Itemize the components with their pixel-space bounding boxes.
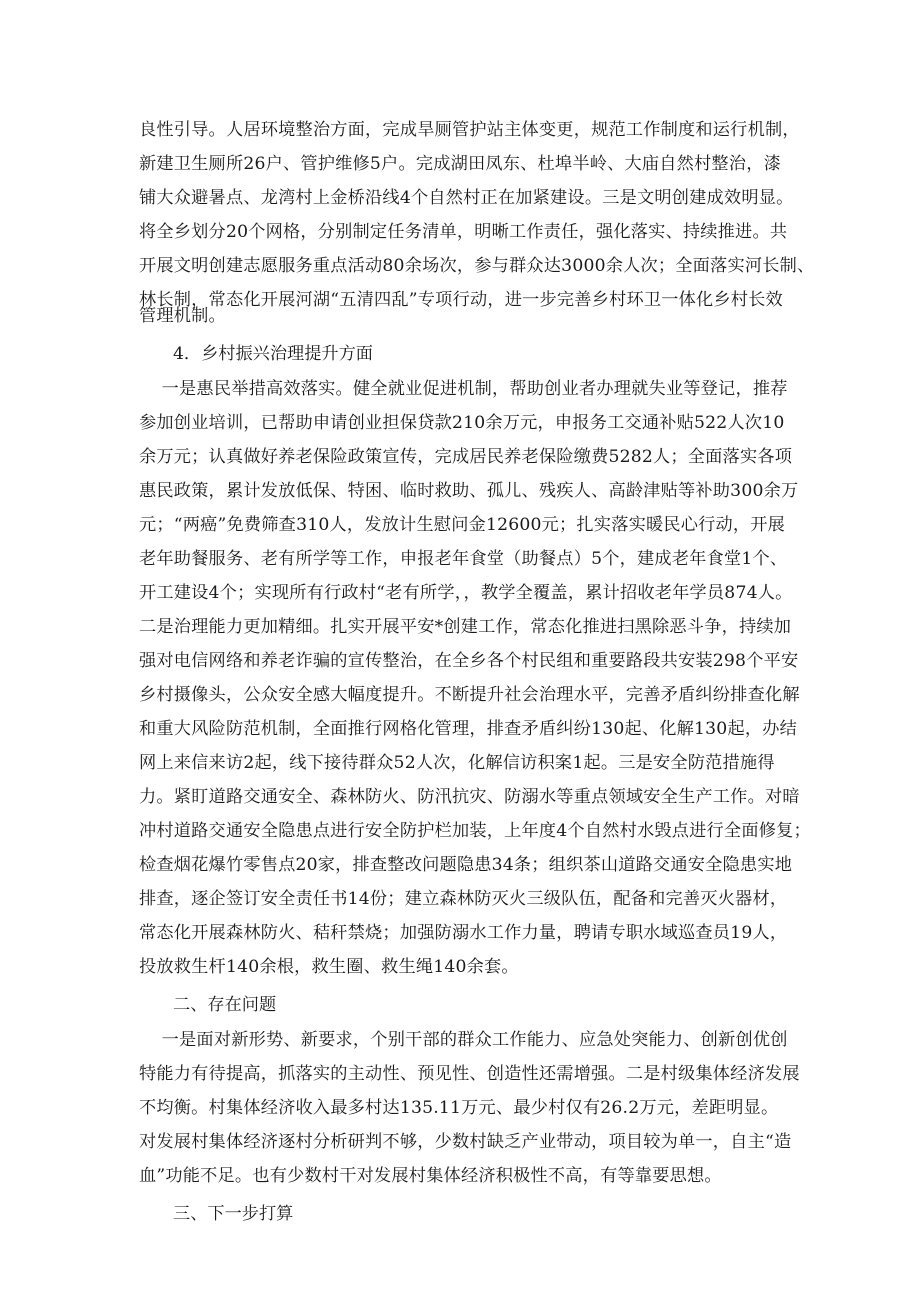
text-line: 排查，逐企签订安全责任书14份；建立森林防灭火三级队伍，配备和完善灭火器材， [139,889,788,909]
text-line: 参加创业培训，已帮助申请创业担保贷款210余万元，申报务工交通补贴522人次10 [139,413,785,433]
text-line: 林长制，常态化开展河湖“五清四乱”专项行动，进一步完善乡村环卫一体化乡村长效 [139,290,783,310]
section-heading: 三、下一步打算 [173,1204,294,1224]
text-line: 将全乡划分20个网格，分别制定任务清单，明晰工作责任，强化落实、持续推进。共 [139,222,788,242]
text-line: 元；“两癌”免费筛查310人，发放计生慰问金12600元；扎实落实暖民心行动，开展 [139,515,786,535]
text-line: 冲村道路交通安全隐患点进行安全防护栏加装，上年度4个自然村水毁点进行全面修复； [139,821,811,841]
text-line: 血”功能不足。也有少数村干对发展村集体经济积极性不高，有等靠要思想。 [139,1166,722,1186]
text-line: 开工建设4个；实现所有行政村“老有所学，，教学全覆盖，累计招收老年学员874人。 [139,583,793,603]
text-line: 强对电信网络和养老诈骗的宣传整治，在全乡各个村民组和重要路段共安装298个平安 [139,651,799,671]
text-line: 开展文明创建志愿服务重点活动80余场次，参与群众达3000余人次；全面落实河长制、 [139,256,815,276]
text-line: 惠民政策，累计发放低保、特困、临时救助、孤儿、残疾人、高龄津贴等补助300余万 [139,481,799,501]
text-line: 检查烟花爆竹零售点20家，排查整改问题隐患34条；组织茶山道路交通安全隐患实地 [139,855,793,875]
text-line: 力。紧盯道路交通安全、森林防火、防汛抗灾、防溺水等重点领域安全生产工作。对暗 [139,787,800,807]
text-line: 管理机制。 [139,306,226,326]
text-line: 余万元；认真做好养老保险政策宣传，完成居民养老保险缴费5282人；全面落实各项 [139,447,793,467]
text-line: 不均衡。村集体经济收入最多村达135.11万元、最少村仅有26.2万元，差距明显。 [139,1098,779,1118]
text-line: 特能力有待提高，抓落实的主动性、预见性、创造性还需增强。二是村级集体经济发展 [139,1064,800,1084]
text-line: 常态化开展森林防火、秸秆禁烧；加强防溺水工作力量，聘请专职水域巡查员19人， [139,923,788,943]
text-line: 老年助餐服务、老有所学等工作，申报老年食堂（助餐点）5个，建成老年食堂1个、 [139,549,788,569]
text-line: 一是惠民举措高效落实。健全就业促进机制，帮助创业者办理就失业等登记，推荐 [139,379,788,399]
text-line: 网上来信来访2起，线下接待群众52人次，化解信访积案1起。三是安全防范措施得 [139,753,775,773]
text-line: 对发展村集体经济逐村分析研判不够，少数村缺乏产业带动，项目较为单一，自主“造 [139,1132,792,1152]
text-line: 投放救生杆140余根，救生圈、救生绳140余套。 [139,957,519,977]
text-line: 乡村摄像头，公众安全感大幅度提升。不断提升社会治理水平，完善矛盾纠纷排查化解 [139,685,800,705]
section-heading: 4．乡村振兴治理提升方面 [173,344,373,364]
text-line: 和重大风险防范机制，全面推行网格化管理，排查矛盾纠纷130起、化解130起，办结 [139,719,797,739]
text-line: 铺大众避暑点、龙湾村上金桥沿线4个自然村正在加紧建设。三是文明创建成效明显。 [139,188,794,208]
section-heading: 二、存在问题 [173,995,277,1015]
text-line: 二是治理能力更加精细。扎实开展平安*创建工作，常态化推进扫黑除恶斗争，持续加 [139,617,792,637]
text-line: 一是面对新形势、新要求，个别干部的群众工作能力、应急处突能力、创新创优创 [139,1030,788,1050]
text-line: 良性引导。人居环境整治方面，完成旱厕管护站主体变更，规范工作制度和运行机制， [139,120,800,140]
text-line: 新建卫生厕所26户、管护维修5户。完成湖田凤东、杜埠半岭、大庙自然村整治，漆 [139,154,781,174]
